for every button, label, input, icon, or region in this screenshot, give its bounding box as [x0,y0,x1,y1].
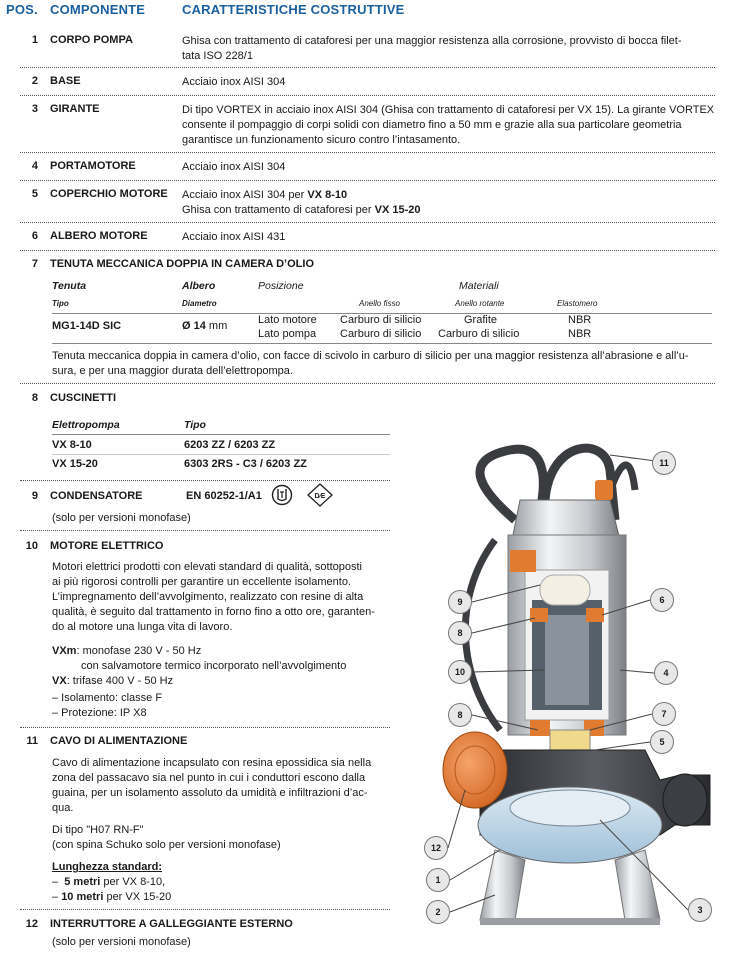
item-name: INTERRUTTORE A GALLEGGIANTE ESTERNO [50,918,293,930]
callout-7: 7 [652,702,676,726]
item-name: MOTORE ELETTRICO [50,540,164,552]
vxm-line [52,644,392,659]
callout-3: 3 [688,898,712,922]
motor-line: L’impregnamento dell’avvolgimento, realizzato con resine di alta [52,591,364,603]
cable-line: guaina, per un isolamento assoluto da umidità e infiltrazioni d’ac- [52,787,368,799]
svg-text:D∕E: D∕E [314,493,326,500]
divider [20,530,390,531]
vxm-label: VXm [52,645,77,657]
vde-mark-icon [307,483,333,507]
bearings-h-type: Tipo [184,419,206,431]
seal-row-elast: NBR [568,328,592,340]
callout-12: 12 [424,836,448,860]
item-pos: 10 [25,540,38,552]
seal-diam [182,320,227,332]
cert-mark-icon [271,484,293,506]
callout-2: 2 [426,900,450,924]
len-text: per VX 15-20 [103,891,172,903]
cable-line: qua. [52,802,74,814]
seal-s-tipo: Tipo [52,299,69,308]
callout-9: 9 [448,590,472,614]
item-desc [182,188,715,218]
bearings-row-pump: VX 8-10 [52,439,92,451]
divider [20,180,715,181]
item-name: COPERCHIO MOTORE [50,188,168,200]
desc-line: garantisce un funzionamento sicuro contro l’intasamento. [182,134,461,146]
cable-desc [52,756,392,816]
item-pos: 9 [31,490,38,502]
seal-model: MG1-14D SIC [52,320,122,332]
desc-line [182,203,715,218]
item-pos: 1 [31,34,38,46]
cable-type [52,823,392,853]
seal-note-line: Tenuta meccanica doppia in camera d’olio, con facce di scivolo in carburo di silicio per una maggior resistenza all’abrasione e all’u- [52,350,689,362]
cable-line: zona del passacavo sia nel punto in cui i conduttori escono dalla [52,772,366,784]
header-pos: POS. [6,2,38,17]
seal-h-tenuta: Tenuta [52,280,87,292]
pump-cutaway-illustration [420,430,720,940]
desc-line: Ghisa con trattamento di cataforesi per una maggior resistenza alla corrosione, provvisto di bocca filet- [182,35,682,47]
len-bold: 5 metri [64,876,101,888]
motor-line: do al motore una lunga vita di lavoro. [52,621,233,633]
cable-line: Cavo di alimentazione incapsulato con resina epossidica sia nella [52,757,372,769]
cable-type-line: Di tipo "H07 RN-F" [52,824,144,836]
divider [20,152,715,153]
float-note: (solo per versioni monofase) [52,936,191,948]
bearings-rule [52,434,390,435]
vxm-sub: con salvamotore termico incorporato nell’avvolgimento [81,660,347,672]
protection: – Protezione: IP X8 [52,707,147,719]
cable-length [52,860,392,905]
divider [20,222,715,223]
divider [20,480,390,481]
item-desc [182,160,715,175]
item-pos: 12 [25,918,38,930]
item-pos: 11 [26,735,38,747]
bearings-row-type: 6203 ZZ / 6203 ZZ [184,439,276,451]
seal-note [52,349,722,379]
desc-line [182,188,715,203]
capacitor-standard: EN 60252-1/A1 [186,490,262,502]
divider [20,250,715,251]
desc-text: Ghisa con trattamento di cataforesi per [182,204,375,216]
motor-line: Motori elettrici prodotti con elevati standard di qualità, sottoposti [52,561,362,573]
item-desc [182,230,715,245]
item-name: CAVO DI ALIMENTAZIONE [50,735,188,747]
desc-text: Acciaio inox AISI 304 per [182,189,308,201]
vx-label: VX [52,675,67,687]
seal-row-rotante: Carburo di silicio [438,328,520,340]
len-bold: 10 metri [61,891,104,903]
item-name: CONDENSATORE [50,490,143,502]
bearings-rule [52,454,390,455]
seal-diam-value: Ø 14 [182,320,206,332]
divider [20,67,715,68]
bearings-row-type: 6303 2RS - C3 / 6203 ZZ [184,458,307,470]
callout-6: 6 [650,588,674,612]
item-desc [182,75,715,90]
header-caratteristiche: CARATTERISTICHE COSTRUTTIVE [182,2,405,17]
header-componente: COMPONENTE [50,2,146,17]
desc-line: consente il pompaggio di corpi solidi con diametro fino a 50 mm e grazie alla sua particolare geometria [182,119,682,131]
cable-schuko: (con spina Schuko solo per versioni monofase) [52,839,281,851]
desc-bold: VX 15-20 [374,204,421,216]
desc-line: Di tipo VORTEX in acciaio inox AISI 304 (Ghisa con trattamento di cataforesi per VX 15). La girante VORTEX [182,104,715,116]
seal-row-fisso: Carburo di silicio [340,314,422,326]
len-text: per VX 8-10, [100,876,166,888]
seal-rule-bottom [52,343,712,344]
seal-note-line: sura, e per una maggior durata dell’elettropompa. [52,365,293,377]
vx-text: : trifase 400 V - 50 Hz [66,675,174,687]
divider [20,95,715,96]
callout-10: 10 [448,660,472,684]
desc-line: Acciaio inox AISI 431 [182,231,286,243]
desc-bold: VX 8-10 [307,189,348,201]
item-name: BASE [50,75,81,87]
divider [20,909,390,910]
seal-h-albero: Albero [182,280,216,292]
seal-s-anello-rotante: Anello rotante [455,299,505,308]
cable-std-len: Lunghezza standard: [52,861,163,873]
desc-line: Acciaio inox AISI 304 [182,161,286,173]
seal-h-materiali: Materiali [459,280,499,292]
desc-line: Acciaio inox AISI 304 [182,76,286,88]
seal-s-diametro: Diametro [182,299,217,308]
item-pos: 4 [31,160,38,172]
vxm-text: : monofase 230 V - 50 Hz [76,645,202,657]
capacitor-note: (solo per versioni monofase) [52,512,191,524]
seal-s-anello-fisso: Anello fisso [359,299,400,308]
item-name: GIRANTE [50,103,100,115]
callout-5: 5 [650,730,674,754]
cable-len2 [52,890,392,905]
desc-line: tata ISO 228/1 [182,50,253,62]
seal-diam-unit: mm [208,320,228,332]
seal-row-fisso: Carburo di silicio [340,328,422,340]
item-name: CORPO POMPA [50,34,133,46]
callout-8b: 8 [448,703,472,727]
callout-4: 4 [654,661,678,685]
item-pos: 5 [31,188,38,200]
item-pos: 2 [31,75,38,87]
motor-specs [52,644,392,689]
bearings-row-pump: VX 15-20 [52,458,98,470]
item-pos: 3 [31,103,38,115]
item-pos: 6 [31,230,38,242]
item-desc [182,103,715,148]
seal-row-rotante: Grafite [464,314,498,326]
divider [20,383,715,384]
callout-8: 8 [448,621,472,645]
callout-1: 1 [426,868,450,892]
motor-line: qualità, è seguito dal trattamento in forno fino a otto ore, garanten- [52,606,375,618]
seal-row-elast: NBR [568,314,592,326]
bearings-h-pump: Elettropompa [52,419,120,431]
motor-ratings [52,691,392,721]
seal-s-elastomero: Elastomero [557,299,598,308]
dash: – [52,891,59,903]
cable-len1 [52,875,392,890]
seal-row-pos: Lato pompa [258,328,317,340]
dash: – [52,876,59,888]
divider [20,727,390,728]
callout-11: 11 [652,451,676,475]
item-pos: 8 [31,392,38,404]
motor-line: ai più rigorosi controlli per garantire un eccellente isolamento. [52,576,351,588]
seal-h-posizione: Posizione [258,280,304,292]
item-desc [182,34,715,64]
motor-desc [52,560,392,635]
item-name: PORTAMOTORE [50,160,136,172]
vx-line [52,674,392,689]
seal-row-pos: Lato motore [258,314,317,326]
item-name: TENUTA MECCANICA DOPPIA IN CAMERA D’OLIO [50,258,314,270]
item-name: ALBERO MOTORE [50,230,148,242]
insulation: – Isolamento: classe F [52,692,163,704]
item-name: CUSCINETTI [50,392,116,404]
item-pos: 7 [31,258,38,270]
